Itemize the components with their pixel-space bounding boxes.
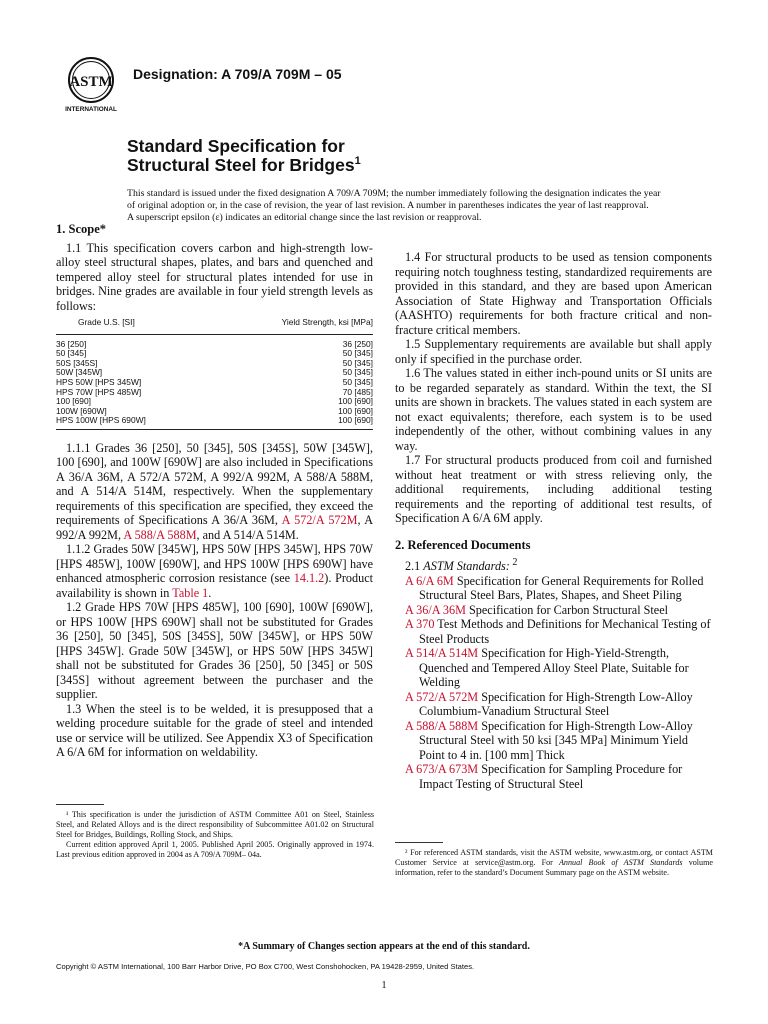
footnote-ref-2[interactable]: 2: [509, 557, 518, 568]
paragraph-text: , and A 514/A 514M.: [196, 527, 299, 542]
table-cell-yield: 70 [485]: [342, 386, 373, 397]
footnote-2: [395, 848, 713, 878]
paragraph-text: , A 992/A 992M,: [56, 513, 373, 542]
issuance-line: This standard is issued under the fixed designation A 709/A 709M; the number immediately following the designation indicates the year: [127, 188, 661, 199]
astm-logo: [60, 52, 124, 116]
paragraph-1-1: 1.1 This specification covers carbon and high-strength low-alloy steel structural shapes, plates, and bars and quenched and tempered alloy steel for structural plates intended for use in bridges. Nine grades are available in four yield strength levels as follows:: [56, 240, 373, 313]
reference-link[interactable]: A 572/A 572M: [405, 689, 479, 704]
reference-item: [395, 690, 712, 719]
paragraph-text: 1.1.1 Grades 36 [250], 50 [345], 50S [345S], 50W [345W], 100 [690], and 100W [690W] are also included in Specifications A 36/A 36M, A 572/A 572M, A 992/A 992M, A 588/A 588M, and A 514/A 514M, respectively. When the supplementary requirements of this specification are specified, they exceed the requirements of Specifications A 36/A 36M,: [56, 440, 373, 528]
table-header-row: [56, 316, 373, 334]
footnote-1: [56, 810, 374, 860]
title-line-2-text: Structural Steel for Bridges: [127, 155, 355, 175]
table-cell-grade: HPS 70W [HPS 485W]: [56, 386, 142, 397]
paragraph-1-4: 1.4 For structural products to be used as tension components requiring notch toughness testing, standardized requirements are provided in this standard, and they are based upon American Association of State Highway and Transportation Officials (AASHTO) requirements for both fracture critical and non-fracture critical members.: [395, 250, 712, 337]
reference-item: [395, 574, 712, 603]
designation: Designation: A 709/A 709M – 05: [133, 66, 342, 82]
link-section-14-1-2[interactable]: 14.1.2: [293, 571, 325, 586]
footnote-1-edition: Current edition approved April 1, 2005. Published April 2005. Originally approved in 1974. Last previous edition approved in 2004 as A 709/A 709M– 04a.: [56, 840, 374, 859]
table-cell-yield: 100 [690]: [213, 416, 373, 429]
paragraph-1-2: 1.2 Grade HPS 70W [HPS 485W], 100 [690], 100W [690W], or HPS 100W [HPS 690W] shall not be substituted for Grades 36 [250], 50 [345], 50S [345S], 50W [345W], or HPS 50W [HPS 345W]. Grade 50W [345W], or HPS 50W [HPS 345W] shall not be substituted for Grades 36 [250], 50 [345] or 50S [345S] without agreement between the purchaser and the supplier.: [56, 600, 373, 702]
table-row: [56, 359, 373, 369]
table-cell-grade: 36 [250]: [56, 338, 87, 349]
paragraph-1-5: 1.5 Supplementary requirements are available but shall apply only if specified in the purchase order.: [395, 337, 712, 366]
section-heading-scope: 1. Scope*: [56, 222, 106, 236]
paragraph-1-1-1: [56, 441, 373, 543]
footnote-text: ² For referenced ASTM standards, visit the ASTM website, www.astm.org, or contact ASTM Customer Service at service@astm.org. For: [395, 848, 713, 867]
paragraph-1-6: 1.6 The values stated in either inch-pound units or SI units are to be regarded separately as standard. Within the text, the SI units are shown in brackets. The values stated in each system are not exact equivalents; therefore, each system is to be used independently of the other, without combining values in any way.: [395, 366, 712, 453]
footnote-italic: Annual Book of ASTM Standards: [558, 858, 683, 867]
table-header-grade: Grade U.S. [SI]: [56, 316, 213, 334]
reference-item: [395, 719, 712, 763]
table-cell-yield: 100 [690]: [338, 396, 373, 407]
table-cell-grade: HPS 100W [HPS 690W]: [56, 416, 213, 429]
svg-text:ASTM: ASTM: [69, 74, 113, 90]
paragraph-1-7: 1.7 For structural products produced from coil and furnished without heat treatment or with stress relieving only, the additional requirements, including additional testing requirements and the reporting of additional test results, of Specification A 6/A 6M apply.: [395, 453, 712, 525]
footnote-2-text: [395, 848, 713, 878]
table-row: [56, 388, 373, 398]
table-cell-grade: 50S [345S]: [56, 357, 98, 368]
table-cell-grade: 50 [345]: [56, 348, 87, 359]
reference-title: Specification for High-Strength Low-Alloy Structural Steel with 50 ksi [345 MPa] Minimum Yield Point to 4 in. [100 mm] Thick: [419, 718, 693, 762]
reference-title: Test Methods and Definitions for Mechanical Testing of Steel Products: [419, 617, 711, 646]
table-cell-grade: 100W [690W]: [56, 405, 107, 416]
reference-link[interactable]: A 370: [405, 617, 435, 632]
paragraph-text: 1.1.2 Grades 50W [345W], HPS 50W [HPS 345W], HPS 70W [HPS 485W], 100W [690W], and HPS 100W [HPS 690W] have enhanced atmospheric corrosion resistance (see: [56, 542, 373, 586]
table-cell-grade: 100 [690]: [56, 396, 91, 407]
reference-title: Specification for High-Strength Low-Alloy Columbium-Vanadium Structural Steel: [419, 689, 693, 719]
reference-title: Specification for Carbon Structural Steel: [469, 602, 669, 617]
astm-standards-label: ASTM Standards:: [423, 559, 510, 574]
table-cell-yield: 50 [345]: [342, 376, 373, 387]
reference-link[interactable]: A 588/A 588M: [405, 718, 479, 733]
left-column: [56, 222, 373, 760]
table-header-yield: Yield Strength, ksi [MPa]: [213, 316, 373, 334]
reference-title: Specification for Sampling Procedure for Impact Testing of Structural Steel: [419, 762, 683, 791]
table-row: [56, 349, 373, 359]
svg-text:INTERNATIONAL: INTERNATIONAL: [65, 106, 117, 113]
copyright-line: Copyright © ASTM International, 100 Barr Harbor Drive, PO Box C700, West Conshohocken, PA 19428-2959, United States.: [56, 962, 475, 971]
title-footnote-ref[interactable]: 1: [354, 155, 361, 168]
footnote-rule: [56, 804, 104, 805]
link-a588[interactable]: A 588/A 588M: [123, 527, 197, 542]
reference-list: [395, 574, 712, 792]
section-heading-referenced-documents: 2. Referenced Documents: [395, 537, 531, 552]
reference-item: [395, 762, 712, 791]
table-cell-yield: 100 [690]: [338, 405, 373, 416]
paragraph-1-1-2: [56, 542, 373, 600]
reference-link[interactable]: A 36/A 36M: [405, 602, 466, 617]
paragraph-text: ). Product availability is shown in: [56, 571, 373, 600]
reference-item: [395, 617, 712, 646]
page-number: 1: [381, 980, 387, 991]
footnote-text: volume information, refer to the standard’s Document Summary page on the ASTM website.: [395, 858, 713, 877]
link-a572[interactable]: A 572/A 572M: [281, 513, 358, 528]
reference-title: Specification for High-Yield-Strength, Quenched and Tempered Alloy Steel Plate, Suitable for Welding: [419, 646, 689, 690]
table-cell-yield: 50 [345]: [342, 357, 373, 368]
issuance-note: [127, 188, 697, 223]
paragraph-1-3: 1.3 When the steel is to be welded, it is presupposed that a welding procedure suitable for the grade of steel and intended use or service will be utilized. See Appendix X3 of Specification A 6/A 6M for information on weldability.: [56, 701, 373, 760]
title-line-1: Standard Specification for: [127, 136, 345, 156]
table-row: [56, 334, 373, 349]
paragraph-2-1: [395, 556, 712, 574]
summary-note: *A Summary of Changes section appears at the end of this standard.: [238, 941, 530, 952]
grade-table: [56, 316, 373, 430]
issuance-line: A superscript epsilon (ε) indicates an editorial change since the last revision or reapproval.: [127, 211, 482, 223]
link-table-1[interactable]: Table 1: [172, 585, 209, 600]
reference-link[interactable]: A 673/A 673M: [405, 762, 479, 777]
title-line-2: [127, 155, 361, 176]
reference-link[interactable]: A 6/A 6M: [405, 573, 454, 588]
table-row: [56, 416, 373, 429]
table-cell-yield: 36 [250]: [342, 338, 373, 349]
reference-title: Specification for General Requirements for Rolled Structural Steel Bars, Plates, Shapes, and Sheet Piling: [419, 573, 704, 603]
table-cell-grade: 50W [345W]: [56, 367, 103, 378]
paragraph-text: 2.1: [405, 559, 424, 574]
right-column: [395, 250, 712, 791]
table-cell-yield: 50 [345]: [342, 348, 373, 359]
issuance-line: of original adoption or, in the case of revision, the year of last revision. A number in parentheses indicates the year of last reapproval.: [127, 199, 649, 211]
reference-link[interactable]: A 514/A 514M: [405, 646, 479, 661]
paragraph-text: .: [208, 585, 212, 600]
table-cell-yield: 50 [345]: [342, 367, 373, 378]
footnote-rule: [395, 842, 443, 843]
footnote-1-text: ¹ This specification is under the jurisdiction of ASTM Committee A01 on Steel, Stainless Steel, and Related Alloys and is the direct responsibility of Subcommittee A01.02 on Structural Steel for Bridges, Buildings, Rolling Stock, and Ships.: [56, 810, 374, 839]
reference-item: [395, 603, 712, 618]
reference-item: [395, 646, 712, 690]
table-cell-grade: HPS 50W [HPS 345W]: [56, 376, 142, 387]
